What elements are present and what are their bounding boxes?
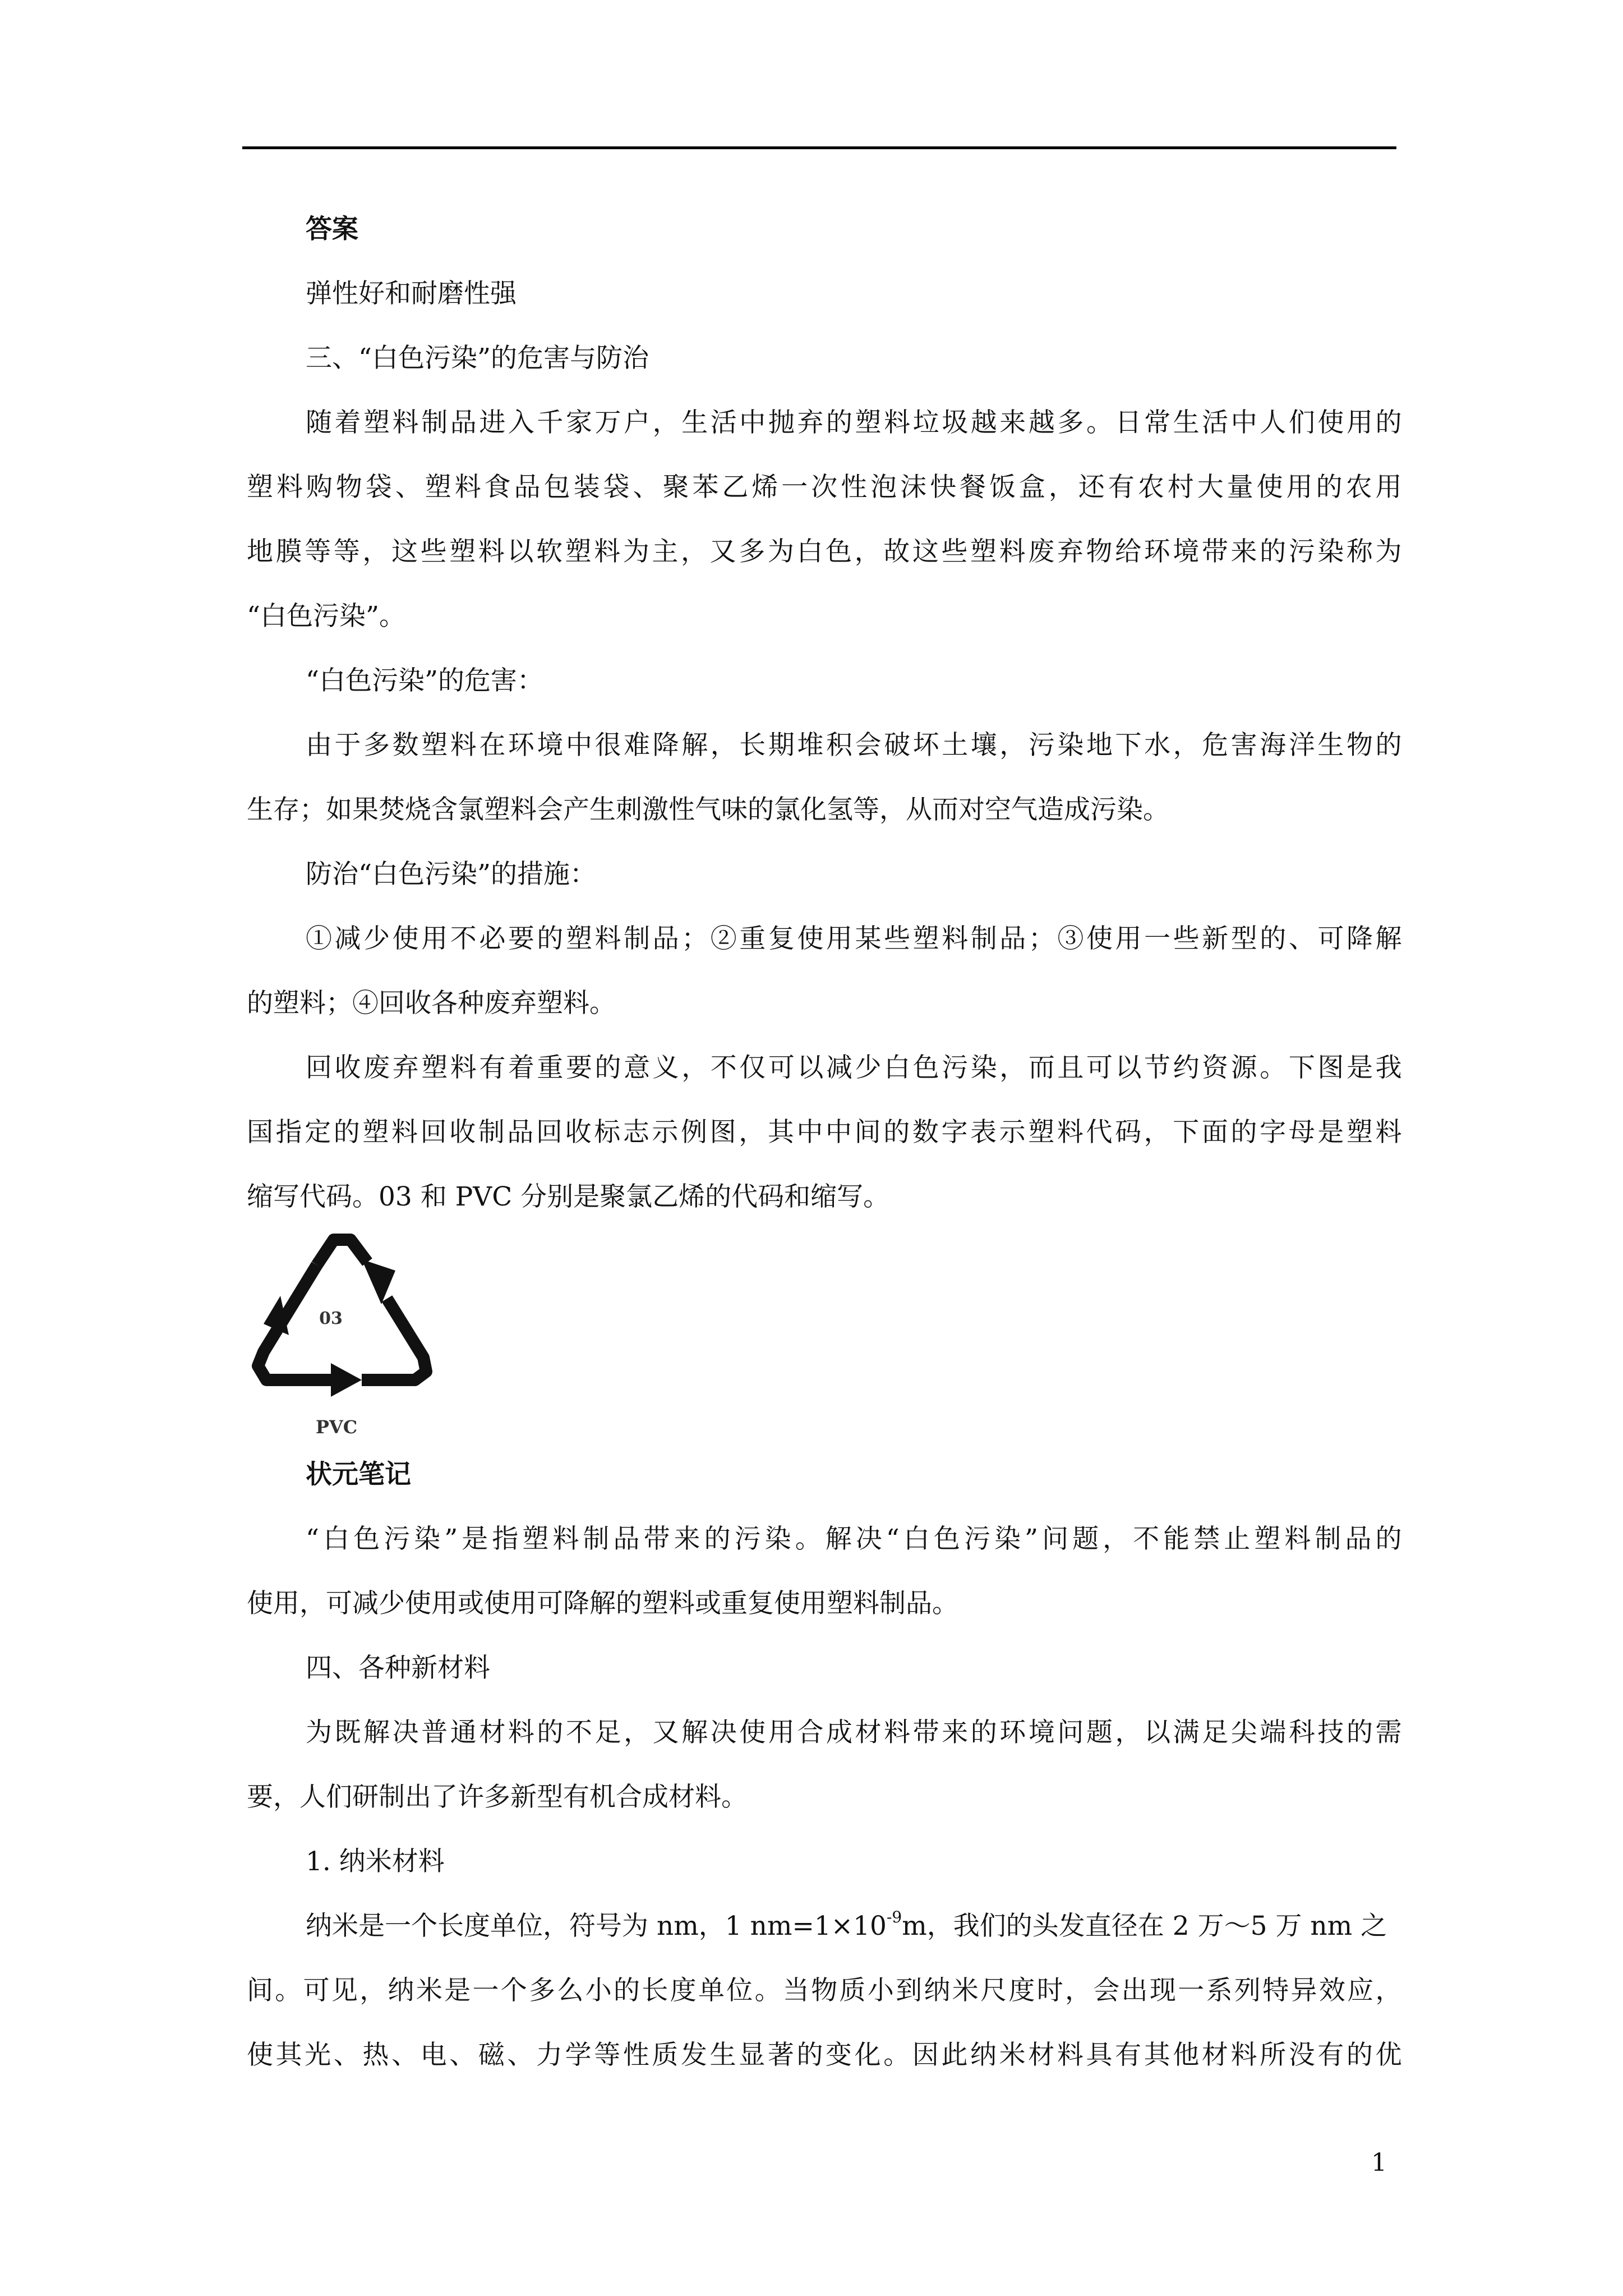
paragraph-line: 地膜等等，这些塑料以软塑料为主，又多为白色，故这些塑料废弃物给环境带来的污染称为 (247, 536, 1402, 567)
paragraph-line: 回收废弃塑料有着重要的意义，不仅可以减少白色污染，而且可以节约资源。下图是我 (306, 1052, 1402, 1083)
paragraph-line: 使用，可减少使用或使用可降解的塑料或重复使用塑料制品。 (247, 1588, 958, 1619)
nano-title: 1. 纳米材料 (306, 1846, 445, 1877)
paragraph-line: “白色污染”。 (247, 601, 406, 632)
paragraph-line: 要，人们研制出了许多新型有机合成材料。 (247, 1782, 748, 1812)
answer-text: 弹性好和耐磨性强 (306, 278, 517, 309)
exponent: -9 (886, 1908, 902, 1926)
hazard-title: “白色污染”的危害： (306, 665, 544, 696)
paragraph-line: 使其光、热、电、磁、力学等性质发生显著的变化。因此纳米材料具有其他材料所没有的优 (247, 2040, 1402, 2070)
answer-heading: 答案 (306, 214, 358, 245)
measures-title: 防治“白色污染”的措施： (306, 859, 597, 890)
paragraph-line: 随着塑料制品进入千家万户，生活中抛弃的塑料垃圾越来越多。日常生活中人们使用的 (306, 407, 1402, 438)
paragraph-line: “白色污染”是指塑料制品带来的污染。解决“白色污染”问题，不能禁止塑料制品的 (306, 1524, 1402, 1554)
paragraph-line: ①减少使用不必要的塑料制品；②重复使用某些塑料制品；③使用一些新型的、可降解 (306, 923, 1402, 954)
paragraph-line: 为既解决普通材料的不足，又解决使用合成材料带来的环境问题，以满足尖端科技的需 (306, 1717, 1402, 1748)
nano-line-1 (306, 1908, 1387, 1941)
nano-line-1-start: 纳米是一个长度单位，符号为 nm，1 nm=1×10 (306, 1911, 887, 1941)
paragraph-line: 国指定的塑料回收制品回收标志示例图，其中中间的数字表示塑料代码，下面的字母是塑料 (247, 1117, 1402, 1148)
paragraph-line: 的塑料；④回收各种废弃塑料。 (247, 988, 616, 1019)
plastic-abbr: PVC (315, 1416, 358, 1438)
section-4-title: 四、各种新材料 (306, 1653, 490, 1683)
paragraph-line: 生存；如果焚烧含氯塑料会产生刺激性气味的氯化氢等，从而对空气造成污染。 (247, 794, 1169, 825)
page-number: 1 (1371, 2148, 1387, 2177)
paragraph-line: 缩写代码。03 和 PVC 分别是聚氯乙烯的代码和缩写。 (247, 1181, 890, 1212)
paragraph-line: 塑料购物袋、塑料食品包装袋、聚苯乙烯一次性泡沫快餐饭盒，还有农村大量使用的农用 (247, 472, 1402, 503)
paragraph-line: 由于多数塑料在环境中很难降解，长期堆积会破坏土壤，污染地下水，危害海洋生物的 (306, 730, 1402, 761)
header-rule (242, 146, 1396, 149)
section-3-title: 三、“白色污染”的危害与防治 (306, 343, 649, 374)
notes-heading: 状元笔记 (306, 1459, 411, 1490)
recycle-symbol-icon (247, 1228, 437, 1442)
nano-line-1-end: m，我们的头发直径在 2 万～5 万 nm 之 (902, 1911, 1387, 1941)
plastic-code: 03 (319, 1309, 343, 1328)
paragraph-line: 间。可见，纳米是一个多么小的长度单位。当物质小到纳米尺度时，会出现一系列特异效应， (247, 1975, 1402, 2006)
